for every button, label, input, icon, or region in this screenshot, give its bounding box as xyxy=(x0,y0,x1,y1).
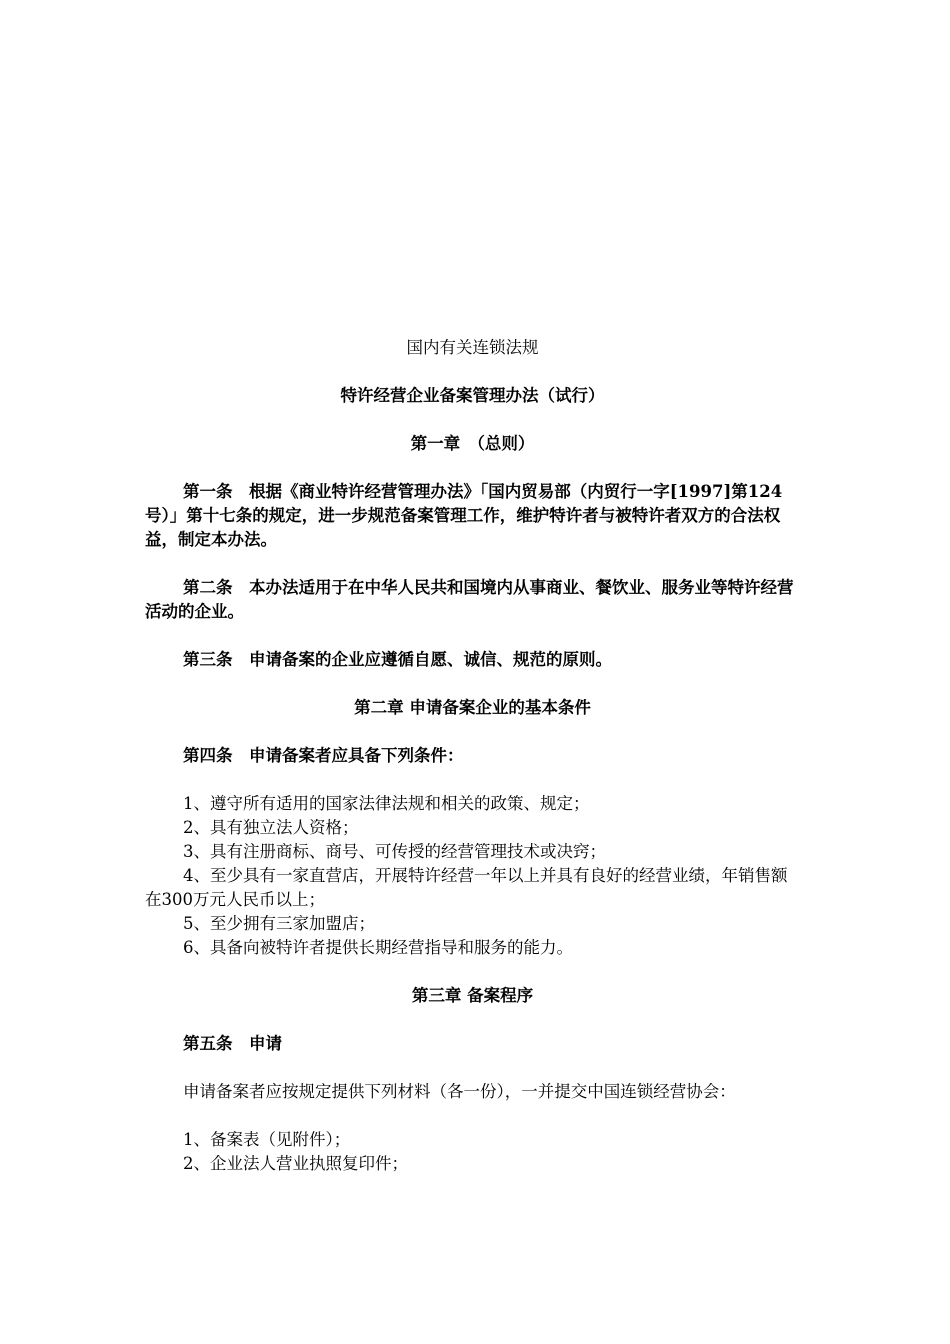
article-3: 第三条 申请备案的企业应遵循自愿、诚信、规范的原则。 xyxy=(183,650,612,669)
document-page xyxy=(145,336,800,1176)
condition-item: 2、具有独立法人资格； xyxy=(183,818,359,837)
article-5-body: 申请备案者应按规定提供下列材料（各一份），一并提交中国连锁经营协会： xyxy=(183,1082,736,1101)
condition-item: 1、遵守所有适用的国家法律法规和相关的政策、规定； xyxy=(183,794,590,813)
condition-item: 6、具备向被特许者提供长期经营指导和服务的能力。 xyxy=(183,938,573,957)
chapter-2-heading: 第二章 申请备案企业的基本条件 xyxy=(354,698,591,717)
condition-item: 5、至少拥有三家加盟店； xyxy=(183,914,375,933)
chapter-1-heading: 第一章 （总则） xyxy=(410,434,535,453)
condition-item: 3、具有注册商标、商号、可传授的经营管理技术或决窍； xyxy=(183,842,606,861)
document-title: 国内有关连锁法规 xyxy=(406,338,539,357)
article-2: 第二条 本办法适用于在中华人民共和国境内从事商业、餐饮业、服务业等特许经营活动的企业。 xyxy=(145,578,794,621)
article-4: 第四条 申请备案者应具备下列条件： xyxy=(183,746,464,765)
condition-item: 4、至少具有一家直营店，开展特许经营一年以上并具有良好的经营业绩，年销售额在300万元人民币以上； xyxy=(145,866,788,909)
material-item: 1、备案表（见附件）； xyxy=(183,1130,351,1149)
material-item: 2、企业法人营业执照复印件； xyxy=(183,1154,408,1173)
article-5: 第五条 申请 xyxy=(183,1034,282,1053)
chapter-3-heading: 第三章 备案程序 xyxy=(411,986,534,1005)
article-1: 第一条 根据《商业特许经营管理办法》「国内贸易部（内贸行一字[1997]第124号）」第十七条的规定，进一步规范备案管理工作，维护特许者与被特许者双方的合法权益，制定本办法。 xyxy=(145,482,783,549)
regulation-title: 特许经营企业备案管理办法（试行） xyxy=(340,386,605,405)
